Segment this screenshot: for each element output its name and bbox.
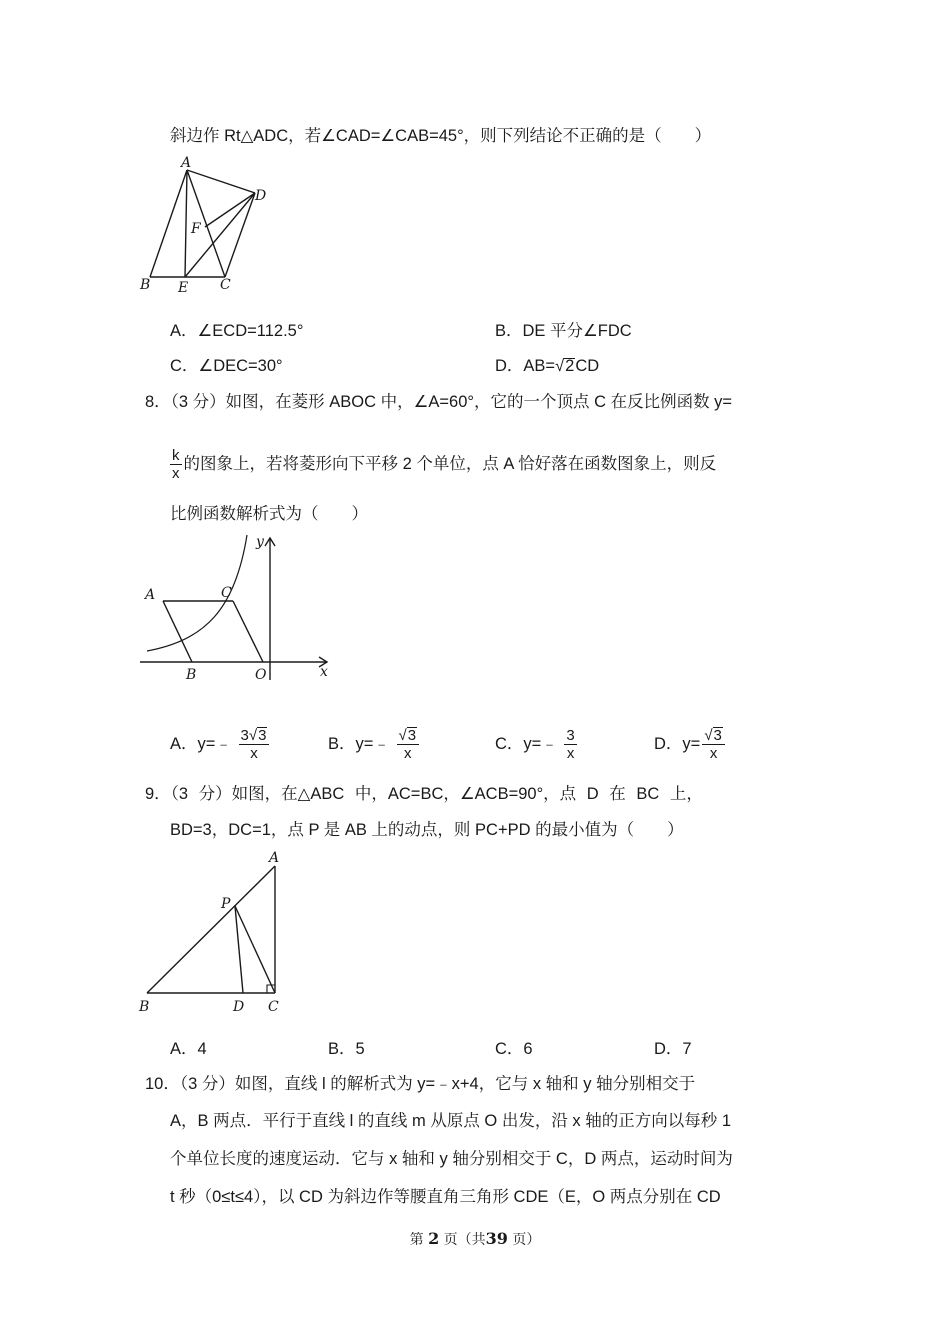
q10-text-line-4: t 秒（0≤t≤4），以 CD 为斜边作等腰直角三角形 CDE（E，O 两点分别在 CD bbox=[170, 1188, 721, 1206]
q7-option-d-suffix: CD bbox=[575, 357, 600, 375]
q8-option-a-prefix: A．y=﹣ bbox=[170, 735, 232, 753]
q7-label-b: B bbox=[140, 277, 151, 293]
footer-pre: 第 bbox=[409, 1232, 424, 1248]
q10-text-line-3: 个单位长度的速度运动．它与 x 轴和 y 轴分别相交于 C，D 两点，运动时间为 bbox=[170, 1150, 733, 1168]
footer-total-pages: 39 bbox=[485, 1229, 508, 1248]
q9-figure bbox=[135, 848, 295, 1023]
q8-label-o: O bbox=[255, 667, 267, 683]
q10-text-line-2: A，B 两点．平行于直线 l 的直线 m 从原点 O 出发，沿 x 轴的正方向以每秒 1 bbox=[170, 1112, 732, 1130]
q8-option-b-prefix: B．y=﹣ bbox=[328, 735, 390, 753]
q9-option-d: D．7 bbox=[654, 1040, 692, 1058]
sqrt-symbol: √ bbox=[555, 357, 565, 375]
q9-label-d: D bbox=[233, 999, 245, 1015]
page-footer bbox=[0, 1229, 950, 1249]
q8-option-d-fraction: $\frac{√3}{x}$ bbox=[702, 727, 725, 762]
q9-label-p: P bbox=[221, 896, 231, 912]
q8-text-line-1: 8．（3 分）如图，在菱形 ABOC 中，∠A=60°，它的一个顶点 C 在反比例函数 y= bbox=[145, 393, 733, 411]
q7-label-e: E bbox=[178, 280, 189, 295]
q8-text-line-2 bbox=[168, 446, 716, 482]
q8-figure bbox=[135, 530, 345, 690]
q8-option-d-prefix: D．y= bbox=[654, 735, 701, 753]
footer-mid: 页（共 bbox=[443, 1232, 486, 1248]
q9-text-line-2: BD=3，DC=1，点 P 是 AB 上的动点，则 PC+PD 的最小值为（ ） bbox=[170, 821, 684, 839]
q7-option-d-prefix: D．AB= bbox=[495, 357, 556, 375]
q9-option-a: A．4 bbox=[170, 1040, 207, 1058]
q8-option-c-fraction: $\frac{3}{x}$ bbox=[566, 727, 575, 763]
q8-label-a: A bbox=[145, 587, 156, 603]
q7-figure bbox=[135, 155, 285, 295]
q7-option-d-radicand: 2 bbox=[565, 357, 575, 375]
q9-label-a: A bbox=[269, 850, 280, 866]
q10-text-line-1: 10．（3 分）如图，直线 l 的解析式为 y=﹣x+4，它与 x 轴和 y 轴分别相交于 bbox=[145, 1075, 696, 1093]
q8-option-b-fraction: $\frac{√3}{x}$ bbox=[397, 727, 420, 762]
q8-option-b bbox=[328, 724, 421, 764]
q8-option-c-prefix: C．y=﹣ bbox=[495, 735, 558, 753]
q8-label-x: x bbox=[320, 664, 328, 680]
q8-text-line-2-body: 的图象上，若将菱形向下平移 2 个单位，点 A 恰好落在函数图象上，则反 bbox=[183, 455, 717, 473]
q8-option-a-fraction: $\frac{3√3}{x}$ bbox=[239, 727, 270, 762]
q9-label-b: B bbox=[139, 999, 150, 1015]
q7-option-d bbox=[495, 355, 599, 377]
q8-fraction: $\frac{k}{x}$ bbox=[172, 447, 180, 483]
q9-text-line-1: 9．（3 分）如图，在△ABC 中，AC=BC，∠ACB=90°，点 D 在 BC 上， bbox=[145, 785, 703, 803]
q9-label-c: C bbox=[268, 999, 279, 1015]
q8-label-b: B bbox=[186, 667, 197, 683]
q9-option-c: C．6 bbox=[495, 1040, 533, 1058]
q8-label-y: y bbox=[256, 534, 264, 550]
q7-label-f: F bbox=[191, 221, 201, 237]
footer-post: 页） bbox=[512, 1232, 541, 1248]
footer-page-number: 2 bbox=[428, 1229, 440, 1248]
q7-label-c: C bbox=[220, 277, 231, 293]
q8-label-c: C bbox=[221, 585, 232, 601]
q8-option-c bbox=[495, 724, 579, 764]
q7-option-b: B．DE 平分∠FDC bbox=[495, 322, 632, 340]
q7-option-c: C．∠DEC=30° bbox=[170, 357, 283, 375]
q7-label-a: A bbox=[181, 155, 192, 171]
q7-option-a: A．∠ECD=112.5° bbox=[170, 322, 304, 340]
q8-option-a bbox=[170, 724, 271, 764]
q7-label-d: D bbox=[255, 188, 267, 204]
q8-option-d bbox=[654, 724, 727, 764]
q9-option-b: B．5 bbox=[328, 1040, 365, 1058]
q8-text-line-3: 比例函数解析式为（ ） bbox=[170, 505, 368, 523]
q7-text-line: 斜边作 Rt△ADC，若∠CAD=∠CAB=45°，则下列结论不正确的是（ ） bbox=[170, 127, 712, 145]
